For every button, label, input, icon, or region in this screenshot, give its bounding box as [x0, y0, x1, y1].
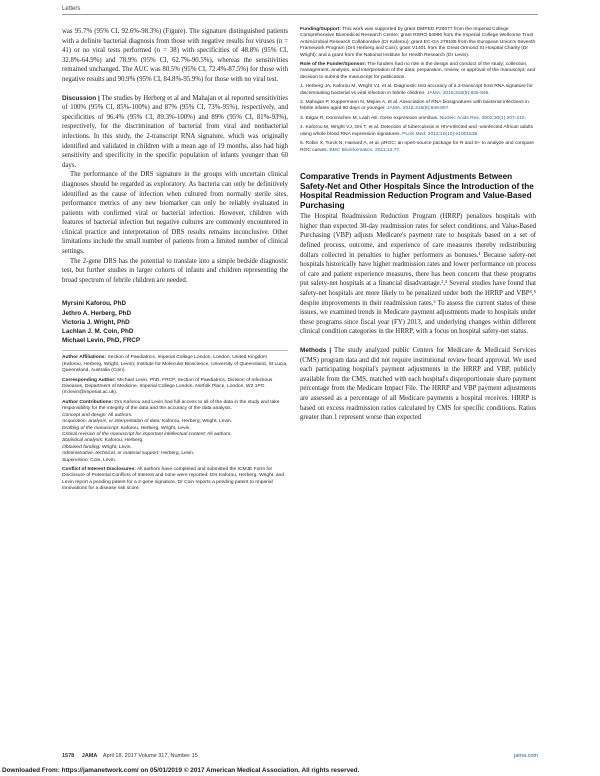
journal-website[interactable]: jama.com — [514, 753, 538, 759]
contribution-item: Acquisition, analysis, or interpretation of data: Kaforou, Herberg, Wright, Levin. — [62, 419, 233, 425]
corresponding-heading: Corresponding Author: — [62, 377, 116, 383]
author-name: Victoria J. Wright, PhD — [62, 318, 130, 326]
author-list — [62, 299, 288, 345]
left-column — [62, 27, 288, 496]
discussion-heading: Discussion | — [62, 94, 100, 102]
author-affiliations — [62, 355, 288, 374]
results-paragraph: was 95.7% (95% CI, 92.6%-98.3%) (Figure). The signature distinguished patients with a definite bacterial diagnosis from those with negative results for viruses (n = 41) or no viral tests performed (n = 38) with specificities of 48.8% (95% CI, 32.8%-64.9%) and 78.9% (95% CI, 62.7%-90.5%), whereas the sensitivities remained unchanged. The AUC was 80.5% (95% CI, 72.4%-87.5%) for those with negative results and 90.9% (95% CI, 84.8%-95.9%) for those with no viral test. — [62, 28, 288, 83]
contributions-text: Drs Kaforou and Levin had full access to all of the data in the study and take responsibility for the integrity of the data and the accuracy of the data analysis. — [62, 399, 280, 412]
funding-heading: Funding/Support: — [300, 27, 342, 32]
funder-role — [300, 62, 536, 81]
contribution-item: Administrative, technical, or material support: Herberg, Levin. — [62, 451, 195, 457]
contribution-item: Concept and design: All authors. — [62, 412, 133, 418]
discussion-text: The studies by Herberg et al and Mahajan et al reported sensitivities of 100% (95% CI, 85%-100%) and 87% (95% CI, 73%-95%), respectively, and specificities of 96.4% (95% CI, 89.3%-100%) and 89% (95% CI, 81%-93%), respectively, for the discrimination of bacterial from viral and nonbacterial infections. In this study, the 2-transcript RNA signature, which was originally identified and validated in children with a mean age of 19 months, also had high sensitivity and specificity in the specific population of infants younger than 60 days. — [62, 94, 288, 169]
methods-heading: Methods | — [300, 347, 332, 354]
author-divider — [62, 350, 288, 351]
contribution-list — [62, 413, 288, 464]
download-notice: Downloaded From: https://jamanetwork.com/ on 05/01/2019 © 2017 American Medical Association. All rights reserved. — [2, 767, 360, 774]
author-name: Jethro A. Herberg, PhD — [62, 309, 132, 317]
coi-text: All authors have completed and submitted the ICMJE Form for Disclosure of Potential Conflicts of Interest and none were reported. Drs Kaforou, Herberg, Wright, and Levin report a pending patent for a 2-gene signature. Dr Coin reports a pending patent to Imperial Innovations for a disease risk score. — [62, 466, 285, 492]
reference-link[interactable]: Nucleic Acids Res. 2002;30(1):207-210. — [439, 115, 526, 121]
reference-link[interactable]: JAMA. 2016;316(8):835-845. — [426, 90, 490, 96]
role-heading: Role of the Funder/Sponsor: — [300, 62, 367, 68]
section-label: Letters — [62, 6, 81, 12]
coi-heading: Conflict of Interest Disclosures: — [62, 466, 136, 472]
reference-link[interactable]: JAMA. 2016;316(8):846-857. — [387, 106, 450, 112]
contribution-item: Obtained funding: Wright, Levin. — [62, 444, 132, 450]
article-title: Comparative Trends in Payment Adjustments Between Safety-Net and Other Hospitals Since the Introduction of the Hospital Readmission Reduction Program and Value-Based Purchasing — [300, 171, 534, 210]
reference-item: 2. Mahajan P, Kuppermann N, Mejias A, et al. Association of RNA biosignatures with bacterial infections in febrile infants aged 60 days or younger. JAMA. 2016;316(8):846-857. — [300, 100, 529, 112]
conclusion-text: The 2-gene DRS has the potential to translate into a simple bedside diagnostic test, but further studies in larger cohorts of infants and children representing the broad spectrum of febrile children are needed. — [62, 257, 288, 284]
corresponding-text: Michael Levin, PhD, FRCP, Section of Paediatrics, Division of Infectious Diseases, Department of Medicine, Imperial College London, Norfolk Place, London, W2 1PG (m.levin@imperial.ac.uk). — [62, 377, 273, 396]
methods-text: The study analyzed public Centers for Medicare & Medicaid Services (CMS) program data and did not require institutional review board approval. We used each participating hospital's payment adjustments in the HRRP and VBP, publicly available from the CMS, matched with each hospital's disproportionate share payment percentage from the Medicare Impact File. The HRRP and VBP payment adjustments are assessed as a percentage of all Medicare payments a hospital receives. HRRP is based on excess readmission ratios calculated by CMS for specific conditions. Ratios greater than 1 represent worse than expected — [300, 347, 536, 422]
author-contributions — [62, 400, 288, 413]
contribution-item: Supervision: Coin, Levin. — [62, 457, 117, 463]
conflict-disclosures — [62, 467, 288, 493]
affiliations-text: Section of Paediatrics, Imperial College London, London, United Kingdom (Kaforou, Herberg, Wright, Levin); Institute for Molecular Bioscience, University of Queensland, St Lucia, Queensland, Australia (Coin). — [62, 355, 288, 374]
issue-info: April 18, 2017 Volume 317, Number 15 — [102, 753, 198, 759]
reference-item: 3. Edgar R, Domrachev M, Lash AE. Gene expression omnibus. Nucleic Acids Res. 2002;30(1):207-210. — [300, 115, 526, 121]
contribution-item: Statistical analysis: Kaforou, Herberg. — [62, 438, 144, 444]
author-name: Myrsini Kaforou, PhD — [62, 300, 127, 308]
author-name: Michael Levin, PhD, FRCP — [62, 337, 141, 345]
limitations-paragraph — [62, 170, 288, 256]
right-column — [300, 27, 536, 423]
reference-item: 4. Kaforou M, Wright VJ, Oni T, et al. Detection of tuberculosis in HIV-infected and -uninfected African adults using whole blood RNA expression signatures. PLoS Med. 2013;10(10):e1001538. — [300, 125, 534, 137]
page-footer — [62, 753, 538, 759]
intro-paragraph: The Hospital Readmission Reduction Program (HRRP) penalizes hospitals with higher than expected 30-day readmission rates for select conditions, and Value-Based Purchasing (VBP) adjusts Medicare's payment rate to hospitals based on a set of defined process, outcome, and experience of care measures thereby redistributing dollars collected in penalties to higher performers as bonuses.¹ Because safety-net hospitals historically have higher readmission rates and lower performance on process of care and patient experience measures, there has been concern that these programs put safety-net hospitals at a financial disadvantage.²,³ Several studies have found that safety-net hospitals are more likely to be penalized under both the HRRP and VBP⁴,⁵ despite improvements in their readmission rates.⁶ To assess the current status of these issues, we examined trends in Medicare payment adjustments made to hospitals under these programs since fiscal year (FY) 2013, and underlying changes within different clinical condition categories in the HRRP, with a focus on hospital safety-net status. — [300, 213, 536, 336]
contributions-heading: Author Contributions: — [62, 399, 114, 405]
affiliations-heading: Author Affiliations: — [62, 355, 107, 361]
author-name: Lachlan J. M. Coin, PhD — [62, 328, 134, 336]
role-text: The funders had no role in the design and conduct of the study; collection, management, analysis, and interpretation of the data; preparation, review, or approval of the manuscript; and decision to submit the manuscript for publication. — [300, 62, 536, 80]
reference-link[interactable]: BMC Bioinformatics. 2011;12:77. — [329, 147, 401, 153]
limitations-text: The performance of the DRS signature in the groups with uncertain clinical diagnoses should be regarded as exploratory. As bacteria can only be definitively identified as the cause of infection when cultured from normally sterile sites, performance metrics of any new biomarker can only be reliably evaluated in patients with confirmed viral or bacterial infection. However, children with features of bacterial infection but negative cultures are commonly encountered in clinical practice and interpretation of DRS results remains inconclusive. Other limitations include the small number of patients from a limited number of clinical settings. — [62, 171, 288, 256]
reference-item: 5. Robin X, Turck N, Hainard A, et al. pROC: an open-source package for R and S+ to analyze and compare ROC curves. BMC Bioinformatics. 2011;12:77. — [300, 141, 534, 153]
reference-item: 1. Herberg JA, Kaforou M, Wright VJ, et al. Diagnostic test accuracy of a 2-transcript host RNA signature for discriminating bacterial vs viral infection in febrile children. JAMA. 2016;316(8):835-845. — [300, 84, 533, 96]
corresponding-author — [62, 378, 288, 397]
funding-support — [300, 27, 536, 59]
journal-name: JAMA — [81, 753, 98, 759]
discussion-paragraph — [62, 94, 288, 171]
conclusion-paragraph — [62, 257, 288, 286]
contribution-item: Critical revision of the manuscript for important intellectual content: All authors. — [62, 431, 232, 437]
page-number: 1578 — [62, 753, 75, 759]
reference-list — [300, 84, 536, 154]
top-rule — [62, 14, 538, 15]
contribution-item: Drafting of the manuscript: Kaforou, Herberg, Wright, Levin. — [62, 425, 191, 431]
reference-link[interactable]: PLoS Med. 2013;10(10):e1001538. — [402, 131, 479, 137]
funding-text: This work was supported by grant DMPED P26077 from the Imperial College Comprehensive Biomedical Research Centre; grant RSRO 54990 from the Imperial College Wellcome Trust Antimicrobial Research Collaborative (Dr Kaforou); grant EC-GA 279185 from the European Union's Seventh Framework Program (Drs Herberg and Coin); grant V1401 from the Great Ormond St Hospital Charity (Dr Wright); and a grant from the National Institute for Health Research (Dr Levin). — [300, 27, 536, 58]
methods-paragraph — [300, 346, 536, 423]
